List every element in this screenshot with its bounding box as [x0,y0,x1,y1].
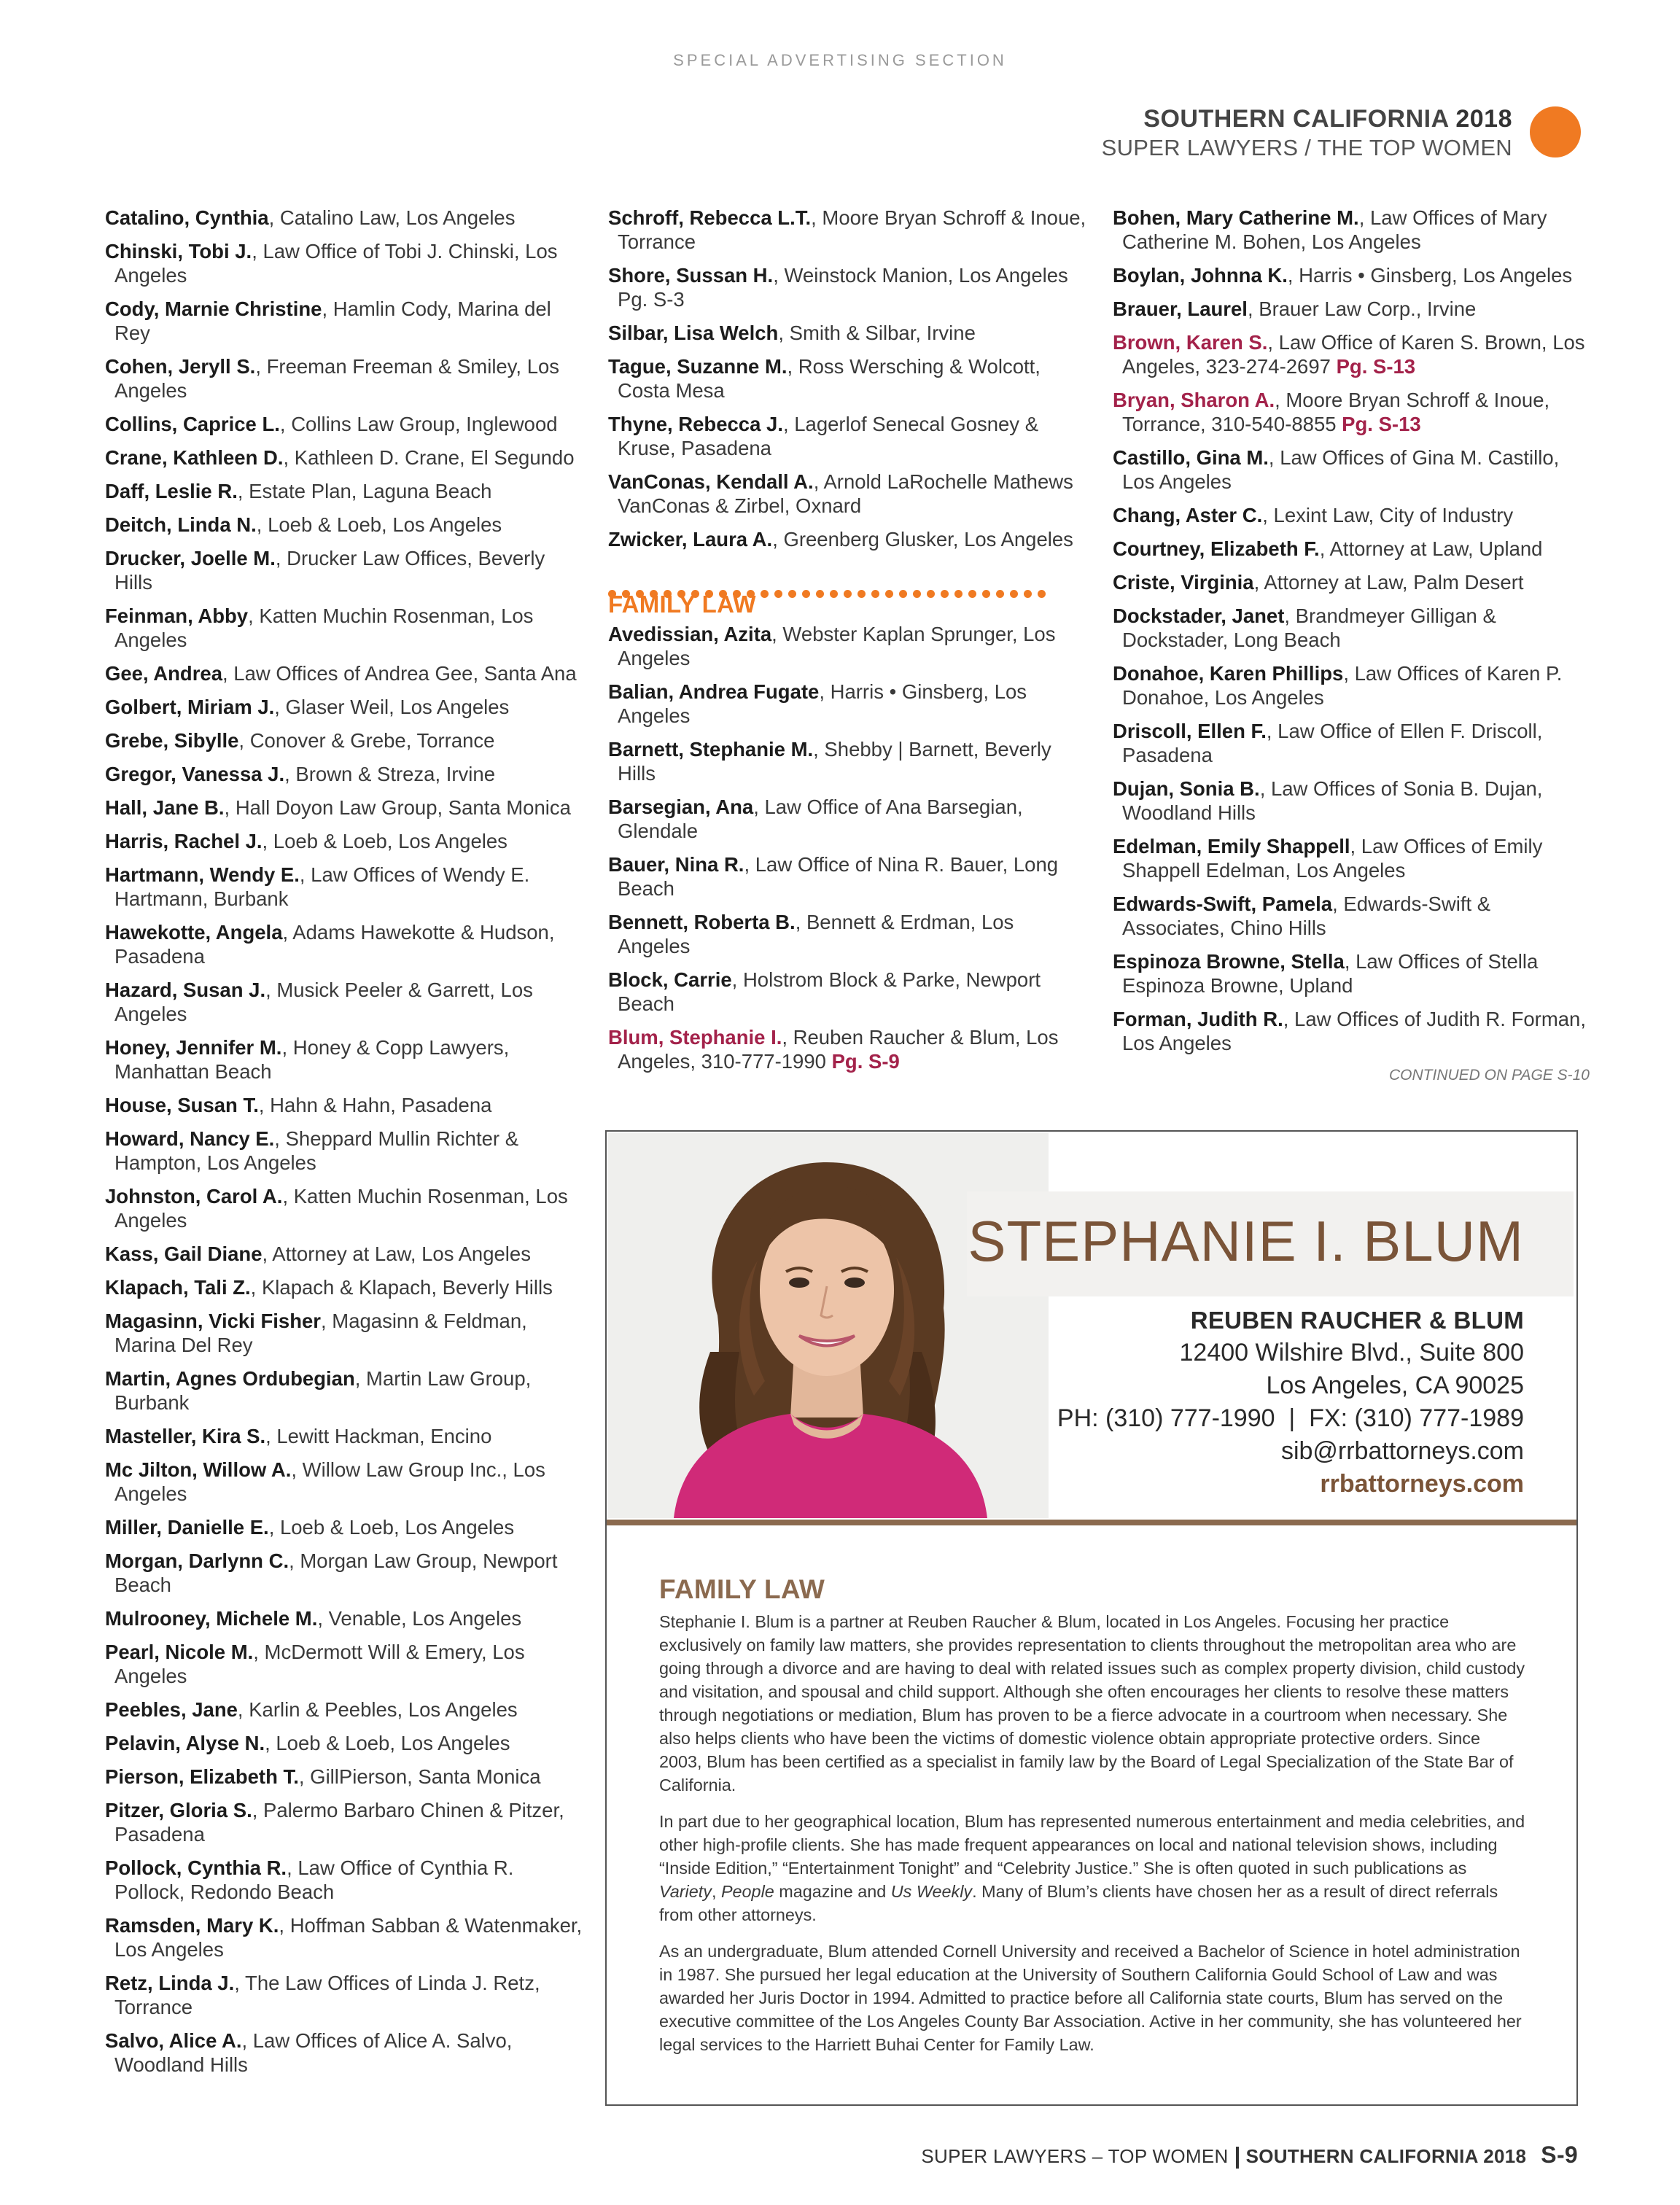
bio-p2-sep: , [711,1882,721,1901]
attorney-name: Peebles, Jane [105,1698,238,1721]
firm-location: , Law Offices of Judith R. Forman, Los Angeles [1122,1008,1586,1054]
firm-location: , Law Office of Tobi J. Chinski, Los Angeles [114,240,558,287]
orange-dot-icon [1530,106,1581,158]
firm-location: , Law Office of Cynthia R. Pollock, Redondo Beach [114,1856,514,1903]
attorney-name: Johnston, Carol A. [105,1185,283,1208]
attorney-name: Schroff, Rebecca L.T. [608,206,812,229]
directory-entry [1113,330,1594,378]
firm-location: , Law Office of Karen S. Brown, Los Angeles, 323-274-2697 [1122,331,1585,378]
directory-entry [105,695,586,719]
firm-location: , Hoffman Sabban & Watenmaker, Los Angeles [114,1914,583,1961]
firm-location: , Brown & Streza, Irvine [284,763,495,785]
dotted-divider [608,579,1089,588]
directory-entry [608,263,1089,311]
footer-edition: SOUTHERN CALIFORNIA 2018 [1245,2145,1527,2167]
attorney-name: Barnett, Stephanie M. [608,738,814,761]
directory-entry [608,968,1089,1016]
profile-ad [605,1130,1578,2106]
directory-entry [608,354,1089,402]
dot-icon [761,590,769,598]
attorney-name: Catalino, Cynthia [105,206,269,229]
attorney-name: Edwards-Swift, Pamela [1113,892,1333,915]
directory-entry [608,795,1089,843]
firm-location: , Glaser Weil, Los Angeles [274,696,510,718]
dot-icon [871,590,879,598]
firm-location: , Catalino Law, Los Angeles [268,206,516,229]
directory-entry [105,206,586,230]
dot-icon [954,590,962,598]
directory-entry [608,680,1089,728]
directory-entry [1113,1007,1594,1055]
special-advertising-label: SPECIAL ADVERTISING SECTION [673,51,1007,69]
directory-entry [608,622,1089,670]
firm-location: , Lewitt Hackman, Encino [265,1425,492,1447]
directory-entry [1113,604,1594,652]
attorney-name: Brown, Karen S. [1113,331,1268,354]
directory-entry [1113,263,1594,287]
directory-entry [608,1025,1089,1073]
firm-location: , Edwards-Swift & Associates, Chino Hills [1122,892,1491,939]
firm-location: , Lagerlof Senecal Gosney & Kruse, Pasadena [618,413,1039,459]
firm-location: , Bennett & Erdman, Los Angeles [618,911,1014,957]
attorney-name: Barsegian, Ana [608,796,754,818]
divider-bar [607,1520,1576,1525]
attorney-name: Thyne, Rebecca J. [608,413,783,435]
dot-icon [996,590,1004,598]
firm-location: , Honey & Copp Lawyers, Manhattan Beach [114,1036,510,1083]
contact-block [1057,1304,1524,1501]
firm-location: , Morgan Law Group, Newport Beach [114,1549,558,1596]
attorney-name: Cohen, Jeryll S. [105,355,256,378]
attorney-name: Tague, Suzanne M. [608,355,788,378]
header-year: 2018 [1455,105,1512,133]
attorney-name: Morgan, Darlynn C. [105,1549,289,1572]
directory-entry [105,796,586,820]
attorney-name: Ramsden, Mary K. [105,1914,279,1937]
directory-entry [105,412,586,436]
website-link[interactable]: rrbattorneys.com [1320,1470,1524,1498]
directory-entry [105,1093,586,1117]
directory-entry [608,470,1089,518]
attorney-name: Block, Carrie [608,968,732,991]
bio-paragraph-2 [659,1810,1527,1926]
profile-name: STEPHANIE I. BLUM [968,1209,1524,1273]
firm-location: , Webster Kaplan Sprunger, Los Angeles [618,623,1056,669]
header-region: SOUTHERN CALIFORNIA [1143,105,1449,133]
firm-location: , Law Offices of Stella Espinoza Browne, Upland [1122,950,1539,997]
directory-entry [105,1127,586,1175]
firm-location: , Loeb & Loeb, Los Angeles [268,1516,515,1539]
directory-entry [1113,446,1594,494]
directory-entry [105,297,586,345]
attorney-name: Pelavin, Alyse N. [105,1732,265,1754]
attorney-name: Mulrooney, Michele M. [105,1607,318,1630]
firm-location: , Loeb & Loeb, Los Angeles [262,830,508,852]
firm-location: , Hahn & Hahn, Pasadena [258,1094,492,1116]
attorney-name: Silbar, Lisa Welch [608,322,779,344]
attorney-name: Forman, Judith R. [1113,1008,1283,1030]
firm-location: , The Law Offices of Linda J. Retz, Torrance [114,1972,540,2018]
firm-location: , Law Offices of Emily Shappell Edelman, Los Angeles [1122,835,1543,882]
attorney-name: Honey, Jennifer M. [105,1036,282,1059]
firm-location: , GillPierson, Santa Monica [298,1765,541,1788]
attorney-name: Pitzer, Gloria S. [105,1799,252,1821]
attorney-name: Pollock, Cynthia R. [105,1856,287,1879]
page-footer [921,2142,1578,2169]
directory-entry [105,863,586,911]
directory-entry [608,852,1089,901]
attorney-name: Hawekotte, Angela [105,921,283,944]
firm-location: , Palermo Barbaro Chinen & Pitzer, Pasadena [114,1799,564,1846]
dot-icon [802,590,810,598]
directory-entry [1113,503,1594,527]
attorney-name: Salvo, Alice A. [105,2029,242,2052]
directory-entry [105,1275,586,1299]
attorney-name: Balian, Andrea Fugate [608,680,820,703]
directory-entry [105,446,586,470]
directory-entry [105,1731,586,1755]
dot-icon [913,590,921,598]
directory-entry [608,412,1089,460]
directory-entry [105,1913,586,1961]
firm-location: , Law Offices of Alice A. Salvo, Woodland Hills [114,2029,513,2076]
firm-location: , Law Offices of Karen P. Donahoe, Los Angeles [1122,662,1563,709]
firm-location: , Musick Peeler & Garrett, Los Angeles [114,979,533,1025]
firm-location: , Drucker Law Offices, Beverly Hills [114,547,545,594]
firm-location: , Greenberg Glusker, Los Angeles [772,528,1073,551]
directory-entry [105,1856,586,1904]
attorney-name: Bohen, Mary Catherine M. [1113,206,1359,229]
dot-icon [982,590,990,598]
attorney-name: Hall, Jane B. [105,796,225,819]
attorney-name: Magasinn, Vicki Fisher [105,1310,321,1332]
firm-location: , Collins Law Group, Inglewood [279,413,558,435]
firm-location: , Law Office of Nina R. Bauer, Long Beach [618,853,1059,900]
firm-location: , Weinstock Manion, Los Angeles Pg. S-3 [618,264,1068,311]
firm-location: , Lexint Law, City of Industry [1262,504,1514,526]
firm-location: , Law Offices of Sonia B. Dujan, Woodland Hills [1122,777,1543,824]
bio-p2-text-b: magazine and [774,1882,891,1901]
directory-entry [105,1366,586,1415]
address-line-2: Los Angeles, CA 90025 [1266,1372,1524,1399]
attorney-name: Martin, Agnes Ordubegian [105,1367,355,1390]
publication-people: People [720,1882,774,1901]
directory-entry [105,1424,586,1448]
directory-entry [105,829,586,853]
bio-p2-text-a: In part due to her geographical location, Blum has represented numerous entertainment and media celebrities, and other high-profile clients. She has made frequent appearances on local and national television shows, including “Inside Edition,” “Entertainment Tonight” and “Celebrity Justice.” She is often quoted in such publications as [659,1812,1525,1878]
directory-entry [105,354,586,402]
attorney-name: Daff, Leslie R. [105,480,238,502]
directory-entry [105,1640,586,1688]
directory-entry [105,1458,586,1506]
attorney-name: Pearl, Nicole M. [105,1641,254,1663]
firm-location: , Sheppard Mullin Richter & Hampton, Los Angeles [114,1127,519,1174]
attorney-name: VanConas, Kendall A. [608,470,814,493]
dot-icon [1024,590,1032,598]
attorney-name: Collins, Caprice L. [105,413,280,435]
attorney-name: Golbert, Miriam J. [105,696,275,718]
firm-location: , Law Offices of Andrea Gee, Santa Ana [222,662,577,685]
firm-location: , Harris • Ginsberg, Los Angeles [618,680,1027,727]
firm-location: , Willow Law Group Inc., Los Angeles [114,1458,545,1505]
attorney-name: Klapach, Tali Z. [105,1276,251,1299]
attorney-name: Castillo, Gina M. [1113,446,1269,469]
firm-location: , Harris • Ginsberg, Los Angeles [1287,264,1573,287]
email-link[interactable]: sib@rrbattorneys.com [1280,1437,1524,1465]
directory-list-continued [608,206,1089,551]
attorney-name: Donahoe, Karen Phillips [1113,662,1344,685]
dot-icon [968,590,976,598]
continued-note: CONTINUED ON PAGE S-10 [1389,1067,1590,1084]
firm-location: , Law Offices of Gina M. Castillo, Los Angeles [1122,446,1560,493]
firm-location: , Loeb & Loeb, Los Angeles [265,1732,510,1754]
firm-location: , Conover & Grebe, Torrance [238,729,495,752]
attorney-name: Espinoza Browne, Stella [1113,950,1345,973]
firm-location: , Shebby | Barnett, Beverly Hills [618,738,1051,785]
section-header [1102,105,1512,161]
firm-location: , Brauer Law Corp., Irvine [1247,298,1477,320]
directory-entry [105,1765,586,1789]
attorney-name: Avedissian, Azita [608,623,772,645]
header-subtitle: SUPER LAWYERS / THE TOP WOMEN [1101,135,1512,160]
directory-entry [105,1309,586,1357]
firm-location: , Hall Doyon Law Group, Santa Monica [224,796,571,819]
firm-location: , Karlin & Peebles, Los Angeles [237,1698,518,1721]
page-reference[interactable]: Pg. S-13 [1342,413,1421,435]
directory-entry [105,728,586,752]
directory-entry [105,1035,586,1084]
attorney-name: Gee, Andrea [105,662,222,685]
directory-column-2 [608,206,1089,1083]
dot-icon [927,590,935,598]
firm-location: , Loeb & Loeb, Los Angeles [256,513,502,536]
directory-entry [1113,206,1594,254]
attorney-name: Dockstader, Janet [1113,604,1285,627]
directory-entry [105,2029,586,2077]
directory-entry [105,978,586,1026]
attorney-name: Grebe, Sibylle [105,729,239,752]
directory-entry [105,920,586,968]
firm-location: , Attorney at Law, Palm Desert [1253,571,1524,594]
attorney-name: Miller, Danielle E. [105,1516,269,1539]
directory-entry [105,1971,586,2019]
firm-location: , Law Offices of Wendy E. Hartmann, Burbank [114,863,530,910]
firm-name: REUBEN RAUCHER & BLUM [1190,1307,1524,1334]
firm-location: , Attorney at Law, Upland [1319,537,1543,560]
directory-entry [105,1515,586,1539]
dot-icon [941,590,949,598]
firm-location: , Reuben Raucher & Blum, Los Angeles, 310-777-1990 [618,1026,1059,1073]
directory-entry [608,321,1089,345]
attorney-name: Blum, Stephanie I. [608,1026,782,1049]
page-reference[interactable]: Pg. S-13 [1336,355,1416,378]
attorney-name: Kass, Gail Diane [105,1242,262,1265]
directory-entry [105,1184,586,1232]
publication-variety: Variety [659,1882,712,1901]
attorney-name: Crane, Kathleen D. [105,446,284,469]
directory-entry [105,1606,586,1630]
firm-location: , Martin Law Group, Burbank [114,1367,532,1414]
attorney-name: Masteller, Kira S. [105,1425,266,1447]
directory-entry [1113,537,1594,561]
attorney-name: Harris, Rachel J. [105,830,262,852]
firm-location: , Adams Hawekotte & Hudson, Pasadena [114,921,555,968]
directory-entry [1113,892,1594,940]
directory-entry [105,546,586,594]
attorney-name: Pierson, Elizabeth T. [105,1765,299,1788]
firm-location: , Katten Muchin Rosenman, Los Angeles [114,604,534,651]
firm-location: , Hamlin Cody, Marina del Rey [114,298,551,344]
directory-entry [105,513,586,537]
directory-entry [1113,388,1594,436]
directory-entry [105,1798,586,1846]
firm-location: , Smith & Silbar, Irvine [778,322,976,344]
directory-column-3 [1113,206,1594,1087]
firm-location: , Law Office of Ana Barsegian, Glendale [618,796,1023,842]
directory-entry [608,206,1089,254]
attorney-name: Gregor, Vanessa J. [105,763,285,785]
directory-entry [608,910,1089,958]
dot-icon [844,590,852,598]
directory-entry [105,762,586,786]
directory-entry [1113,570,1594,594]
directory-entry [608,527,1089,551]
dot-icon [830,590,838,598]
family-law-list [608,622,1089,1073]
firm-location: , Holstrom Block & Parke, Newport Beach [618,968,1041,1015]
firm-location: , Freeman Freeman & Smiley, Los Angeles [114,355,560,402]
dot-icon [1038,590,1046,598]
firm-location: , Ross Wersching & Wolcott, Costa Mesa [618,355,1041,402]
dot-icon [788,590,796,598]
attorney-name: Mc Jilton, Willow A. [105,1458,292,1481]
footer-separator [1236,2147,1239,2169]
attorney-name: Shore, Sussan H. [608,264,774,287]
address-line-1: 12400 Wilshire Blvd., Suite 800 [1179,1339,1524,1366]
attorney-name: Brauer, Laurel [1113,298,1248,320]
firm-location: , Law Office of Ellen F. Driscoll, Pasadena [1122,720,1543,766]
directory-entry [1113,777,1594,825]
dot-icon [774,590,782,598]
bio-section [659,1574,1527,2069]
dot-icon [885,590,893,598]
directory-entry [1113,834,1594,882]
attorney-name: Drucker, Joelle M. [105,547,276,569]
attorney-name: Retz, Linda J. [105,1972,235,1994]
directory-entry [105,1242,586,1266]
family-law-list-continued [1113,206,1594,1055]
directory-entry [1113,719,1594,767]
directory-entry [1113,297,1594,321]
attorney-name: Chang, Aster C. [1113,504,1263,526]
page-reference[interactable]: Pg. S-9 [831,1050,900,1073]
firm-location: , Venable, Los Angeles [317,1607,522,1630]
attorney-name: Cody, Marnie Christine [105,298,322,320]
attorney-name: Boylan, Johnna K. [1113,264,1288,287]
page-number: S-9 [1541,2142,1578,2168]
directory-entry [608,737,1089,785]
directory-entry [105,1698,586,1722]
bio-p2-text-c: . Many of Blum’s clients have chosen her as a result of direct referrals from other attorneys. [659,1882,1498,1924]
publication-us-weekly: Us Weekly [890,1882,973,1901]
firm-location: , Moore Bryan Schroff & Inoue, Torrance [618,206,1086,253]
firm-location: , Arnold LaRochelle Mathews VanConas & Zirbel, Oxnard [618,470,1073,517]
bio-paragraph-3: As an undergraduate, Blum attended Cornell University and received a Bachelor of Science in hotel administration in 1987. She pursued her legal education at the University of Southern California Gould School of Law and was awarded her Juris Doctor in 1994. Admitted to practice before all California state courts, Blum has served on the executive committee of the Los Angeles County Bar Association. Active in her community, she has volunteered her legal services to the Harriett Buhai Center for Family Law. [659,1942,1522,2054]
attorney-name: Hartmann, Wendy E. [105,863,300,886]
dot-icon [899,590,907,598]
phone-fax: PH: (310) 777-1990 | FX: (310) 777-1989 [1057,1404,1524,1432]
firm-location: , Kathleen D. Crane, El Segundo [283,446,575,469]
directory-column-1 [105,206,586,2086]
attorney-name: Dujan, Sonia B. [1113,777,1260,800]
attorney-name: Courtney, Elizabeth F. [1113,537,1320,560]
directory-entry [105,239,586,287]
firm-location: , Katten Muchin Rosenman, Los Angeles [114,1185,568,1232]
dot-icon [858,590,866,598]
firm-location: , Moore Bryan Schroff & Inoue, Torrance, 310-540-8855 [1122,389,1550,435]
directory-entry [1113,661,1594,709]
firm-location: , Klapach & Klapach, Beverly Hills [250,1276,553,1299]
attorney-name: Driscoll, Ellen F. [1113,720,1267,742]
attorney-name: House, Susan T. [105,1094,259,1116]
attorney-name: Criste, Virginia [1113,571,1254,594]
directory-entry [105,1549,586,1597]
firm-location: , Estate Plan, Laguna Beach [237,480,492,502]
directory-entry [105,661,586,685]
attorney-name: Hazard, Susan J. [105,979,266,1001]
firm-location: , McDermott Will & Emery, Los Angeles [114,1641,525,1687]
header-title [1102,105,1512,133]
attorney-name: Deitch, Linda N. [105,513,257,536]
attorney-name: Edelman, Emily Shappell [1113,835,1350,858]
dot-icon [1010,590,1018,598]
attorney-name: Bennett, Roberta B. [608,911,796,933]
firm-location: , Brandmeyer Gilligan & Dockstader, Long Beach [1122,604,1496,651]
directory-entry [105,604,586,652]
bio-title: FAMILY LAW [659,1574,825,1604]
attorney-name: Feinman, Abby [105,604,249,627]
directory-entry [105,479,586,503]
dot-icon [816,590,824,598]
attorney-name: Bauer, Nina R. [608,853,744,876]
footer-publication: SUPER LAWYERS – TOP WOMEN [921,2145,1229,2167]
attorney-name: Bryan, Sharon A. [1113,389,1275,411]
firm-location: , Law Offices of Mary Catherine M. Bohen, Los Angeles [1122,206,1547,253]
bio-paragraph-1: Stephanie I. Blum is a partner at Reuben Raucher & Blum, located in Los Angeles. Focusing her practice exclusively on family law matters, she provides representation to clients throughout the metropolitan area who are going through a divorce and are having to deal with related issues such as complex property division, child custody and visitation, and spousal and child support. Although she often encourages her clients to resolve these matters through negotiations or mediation, Blum has proven to be a fierce advocate in a courtroom when necessary. She also helps clients who have been the victims of domestic violence obtain appropriate protective orders. Since 2003, Blum has been certified as a specialist in family law by the Board of Legal Specialization of the State Bar of California. [659,1612,1525,1794]
attorney-name: Zwicker, Laura A. [608,528,773,551]
attorney-name: Chinski, Tobi J. [105,240,252,262]
firm-location: , Magasinn & Feldman, Marina Del Rey [114,1310,527,1356]
attorney-name: Howard, Nancy E. [105,1127,275,1150]
directory-entry [1113,949,1594,998]
firm-location: , Attorney at Law, Los Angeles [262,1242,531,1265]
family-law-heading: FAMILY LAW [608,591,756,618]
